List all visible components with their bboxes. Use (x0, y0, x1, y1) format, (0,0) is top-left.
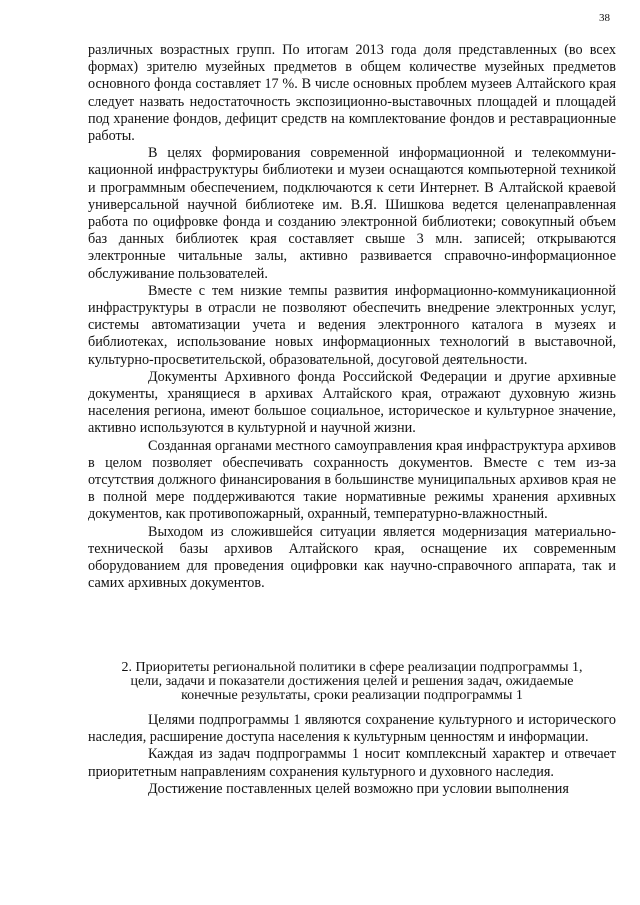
paragraph-achievement: Достижение поставленных целей возможно при условии выполнения (148, 780, 569, 797)
paragraph-tasks: Каждая из задач подпрограммы 1 носит комплексный характер и отвечает приоритетным направлениям сохранения культурного и духовного наследия. (88, 746, 616, 780)
section-heading-line: конечные результаты, сроки реализации подпрограммы 1 (181, 688, 523, 703)
paragraph-goals: Целями подпрограммы 1 являются сохранение культурного и исторического наследия, расширение доступа населения к культурным ценностям и информации. (88, 712, 616, 746)
section-heading (88, 661, 616, 703)
body-text-top (88, 42, 616, 593)
section-heading-line: цели, задачи и показатели достижения целей и решения задач, ожидаемые (130, 674, 574, 689)
paragraph-modernization: Выходом из сложившейся ситуации является модернизация материально-технической базы архивов Алтайского края, оснащение их современным оборудованием для проведения оцифровки как научно-справочного аппарата, так и самих архивных документов. (88, 523, 616, 592)
body-text-bottom (88, 712, 616, 798)
page-number: 38 (599, 12, 610, 24)
paragraph-continuation: различных возрастных групп. По итогам 2013 года доля представленных (во всех формах) зрителю музейных предметов в общем количестве музейных предметов основного фонда составляет 17 %. В числе основных проблем музеев Алтайского края следует назвать недостаточность экспозиционно-выставочных площадей и площадей под хранение фондов, дефицит средств на комплектование фондов и реставрационные работы. (88, 42, 616, 145)
paragraph-archive-fund: Документы Архивного фонда Российской Федерации и другие архивные документы, хранящиеся в архивах Алтайского края, отражают духовную жизнь населения региона, имеют большое социальное, историческое и культурное значение, активно используются в культурной и научной жизни. (88, 368, 616, 437)
paragraph-archive-infrastructure: Созданная органами местного самоуправления края инфраструктура архивов в целом позволяет обеспечивать сохранность документов. Вместе с тем из-за отсутствия должного финансирования в большинстве муниципальных архивов края не в полной мере поддерживаются такие нормативные режимы хранения архивных документов, как противопожарный, охранный, температурно-влажностный. (88, 437, 616, 523)
paragraph-low-pace: Вместе с тем низкие темпы развития информационно-коммуникационной инфраструктуры в отрасли не позволяют обеспечить внедрение электронных услуг, системы автоматизации учета и ведения электронного каталога в музеях и библиотеках, использование новых информационных технологий в выставочной, культурно-просветительской, образовательной, досуговой деятельности. (88, 282, 616, 368)
paragraph-infrastructure: В целях формирования современной информационной и телекоммуникационной инфраструктуры библиотеки и музеи оснащаются компьютерной техникой и программным обеспечением, подключаются к сети Интернет. В Алтайской краевой универсальной научной библиотеке им. В.Я. Шишкова ведется целенаправленная работа по оцифровке фонда и созданию электронной библиотеки; совокупный объем баз данных библиотек края составляет свыше 3 млн. записей; открываются электронные читальные залы, активно развивается справочно-информационное обслуживание пользователей. (88, 145, 616, 282)
section-heading-line: 2. Приоритеты региональной политики в сфере реализации подпрограммы 1, (121, 660, 583, 675)
